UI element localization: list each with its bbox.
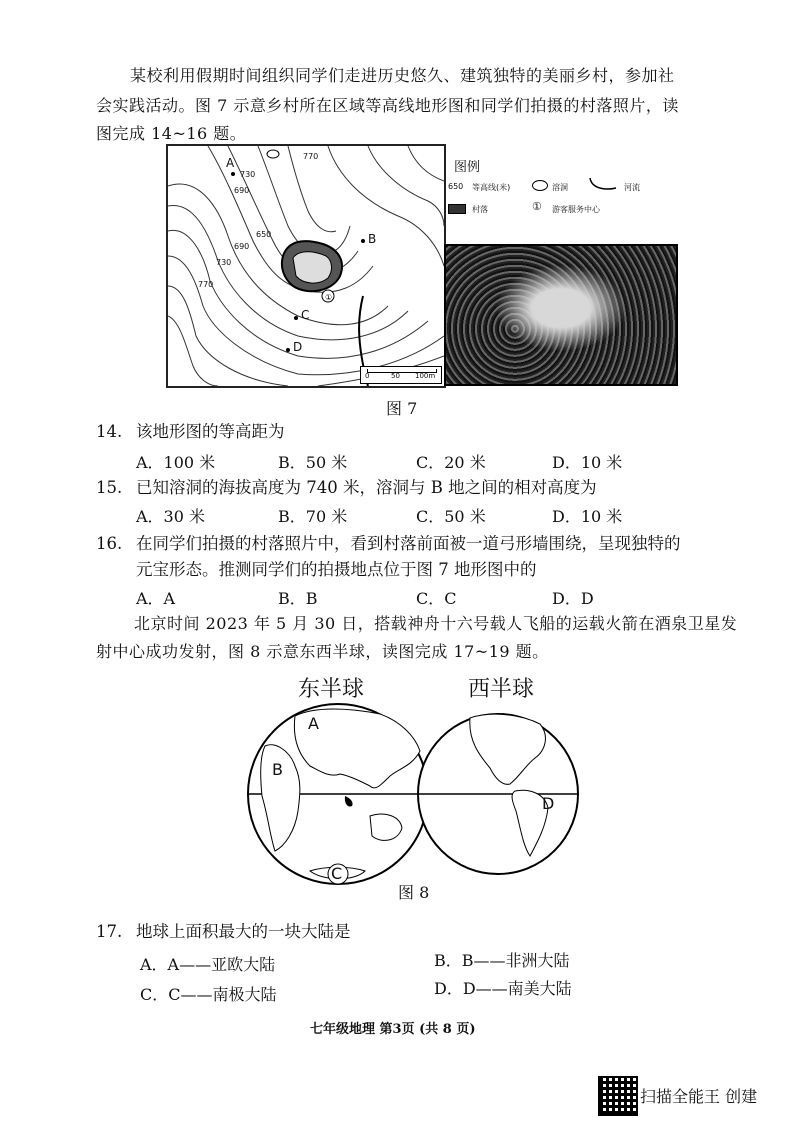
intro2-line-2: 射中心成功发射，图 8 示意东西半球，读图完成 17~19 题。 — [96, 642, 549, 661]
legend-contour: 等高线(米) — [472, 183, 511, 192]
q16-option-c[interactable]: C．C — [416, 589, 457, 608]
q15-option-d[interactable]: D．10 米 — [552, 507, 623, 526]
legend-river-icon — [588, 176, 618, 192]
label-d: D — [293, 340, 303, 354]
q16-number: 16. — [96, 534, 123, 553]
east-hemisphere — [248, 704, 428, 884]
cave-icon — [267, 150, 279, 158]
q17-stem: 地球上面积最大的一块大陆是 — [136, 922, 351, 941]
q16-option-b[interactable]: B．B — [278, 589, 318, 608]
point-c-dot — [294, 316, 298, 320]
contour-label-770-top: 770 — [303, 152, 319, 161]
q16-option-d[interactable]: D．D — [552, 589, 594, 608]
intro-line-2: 会实践活动。图 7 示意乡村所在区域等高线地形图和同学们拍摄的村落照片，读 — [96, 96, 679, 115]
point-d-dot — [286, 348, 290, 352]
legend-cave: 溶洞 — [552, 183, 568, 192]
contour-label-690-left: 690 — [234, 242, 250, 251]
point-b-dot — [361, 239, 365, 243]
q16-stem-line1: 在同学们拍摄的村落照片中，看到村落前面被一道弓形墙围绕，呈现独特的 — [136, 534, 681, 553]
q16-option-a[interactable]: A．A — [136, 589, 176, 608]
q14-number: 14. — [96, 422, 123, 441]
intro2-line-1: 北京时间 2023 年 5 月 30 日，搭载神舟十六号载人飞船的运载火箭在酒泉卫星发 — [134, 614, 738, 633]
village-block — [282, 241, 342, 291]
q14-option-a[interactable]: A．100 米 — [136, 453, 216, 472]
q14-stem: 该地形图的等高距为 — [136, 422, 285, 441]
contour-label-730-left: 730 — [216, 258, 232, 267]
q17-number: 17. — [96, 922, 123, 941]
label-a: A — [226, 156, 235, 170]
east-hemisphere-title: 东半球 — [298, 677, 365, 702]
figure-7-caption: 图 7 — [386, 399, 418, 418]
hemispheres-map — [240, 696, 580, 896]
village-photo — [444, 244, 678, 386]
legend-center: 游客服务中心 — [552, 205, 600, 214]
q17-option-a[interactable]: A．A——亚欧大陆 — [140, 955, 276, 974]
q17-option-d[interactable]: D．D——南美大陆 — [434, 979, 572, 998]
contour-label-650: 650 — [256, 230, 272, 239]
hemisphere-label-b: B — [272, 760, 283, 779]
legend-river: 河流 — [624, 183, 640, 192]
q14-option-b[interactable]: B．50 米 — [278, 453, 348, 472]
page-footer: 七年级地理 第3页 (共 8 页) — [310, 1022, 476, 1037]
q15-option-b[interactable]: B．70 米 — [278, 507, 348, 526]
contour-lines — [168, 146, 444, 386]
q15-option-a[interactable]: A．30 米 — [136, 507, 206, 526]
intro-line-1: 某校利用假期时间组织同学们走进历史悠久、建筑独特的美丽乡村，参加社 — [130, 66, 675, 85]
q15-number: 15. — [96, 478, 123, 497]
label-b: B — [368, 232, 377, 246]
q14-option-c[interactable]: C．20 米 — [416, 453, 486, 472]
scanner-watermark: 扫描全能王 创建 — [640, 1087, 758, 1106]
west-hemisphere-title: 西半球 — [468, 677, 535, 702]
legend-center-icon: ① — [532, 200, 542, 213]
intro-line-3: 图完成 14~16 题。 — [96, 124, 247, 143]
q17-option-c[interactable]: C．C——南极大陆 — [140, 985, 277, 1004]
qr-code-icon — [598, 1076, 638, 1116]
contour-map — [166, 144, 446, 388]
map-legend — [448, 154, 678, 224]
legend-cave-icon — [532, 180, 548, 191]
q17-option-b[interactable]: B．B——非洲大陆 — [434, 951, 570, 970]
q15-stem: 已知溶洞的海拔高度为 740 米，溶洞与 B 地之间的相对高度为 — [136, 478, 597, 497]
q14-option-d[interactable]: D．10 米 — [552, 453, 623, 472]
figure-8-caption: 图 8 — [398, 883, 430, 902]
legend-contour-val: 650 — [448, 182, 464, 191]
contour-label-730-top: 730 — [240, 170, 256, 179]
q15-option-c[interactable]: C．50 米 — [416, 507, 486, 526]
hemisphere-label-d: D — [542, 794, 555, 813]
point-a-dot — [231, 172, 235, 176]
hemisphere-label-a: A — [308, 714, 319, 733]
legend-village: 村落 — [472, 205, 488, 214]
hemisphere-label-c: C — [331, 864, 343, 883]
contour-label-690-top: 690 — [234, 186, 250, 195]
label-c: C — [301, 308, 310, 322]
q16-stem-line2: 元宝形态。推测同学们的拍摄地点位于图 7 地形图中的 — [136, 560, 537, 579]
contour-label-770-left: 770 — [198, 280, 214, 289]
legend-title: 图例 — [454, 160, 481, 175]
visitor-center-mark: ① — [325, 293, 333, 302]
scale-bar: 0 50 100m — [360, 366, 442, 384]
legend-village-icon — [448, 204, 466, 214]
